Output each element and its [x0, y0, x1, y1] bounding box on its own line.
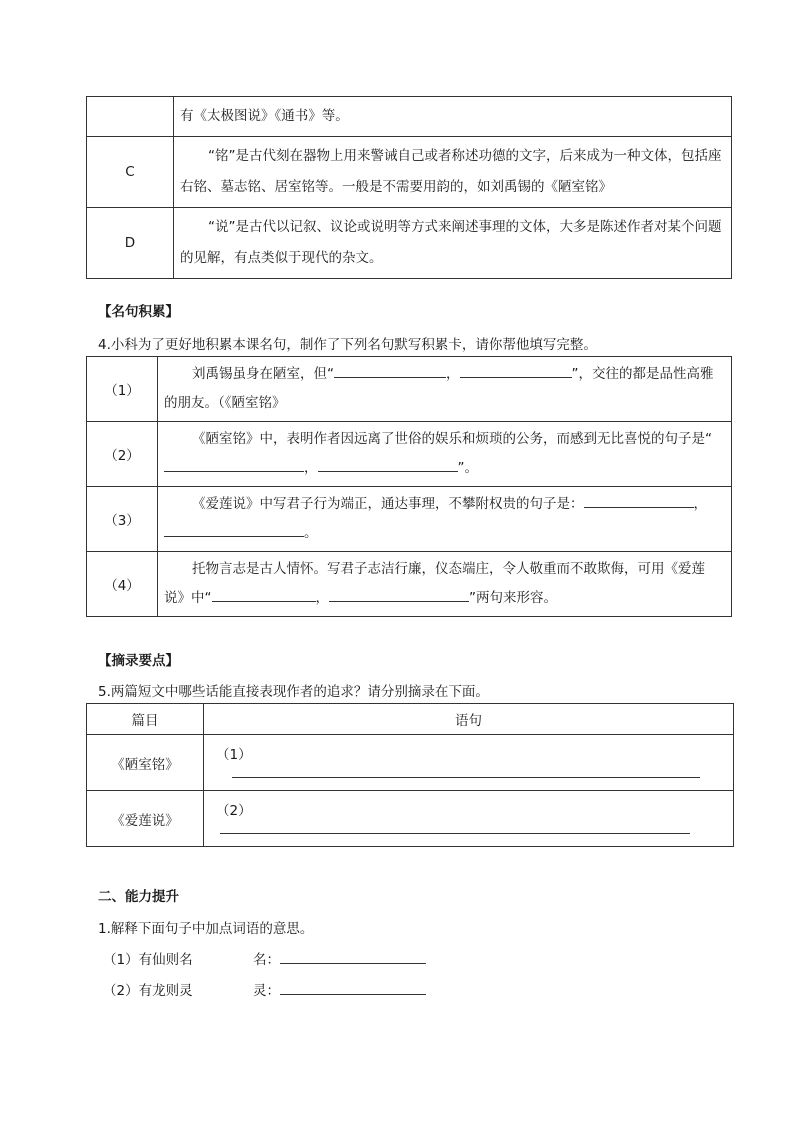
- question-ability-1: 1.解释下面句子中加点词语的意思。: [98, 921, 314, 937]
- answer-blank[interactable]: [329, 587, 469, 602]
- answer-blank[interactable]: [212, 587, 316, 602]
- row-title-1: 《陋室铭》: [87, 735, 204, 791]
- option-text-d: [174, 208, 732, 279]
- answer-blank[interactable]: [280, 980, 426, 995]
- section-heading-mingju: 【名句积累】: [98, 304, 179, 320]
- card-4-after: ”两句来形容。: [469, 590, 557, 606]
- options-table: [86, 96, 732, 279]
- option-text: 有《太极图说》《通书》等。: [174, 97, 732, 137]
- card-4-sep: ，: [315, 590, 329, 606]
- vocab-word-2: 灵：: [253, 983, 280, 999]
- answer-blank[interactable]: [460, 363, 572, 378]
- answer-blank[interactable]: [164, 457, 304, 472]
- card-text-2: [158, 422, 732, 487]
- card-2-sep: ，: [304, 460, 318, 476]
- vocab-sentence-1: 有仙则名: [138, 952, 193, 968]
- option-label-cell: [87, 97, 174, 137]
- card-label-1: （1）: [87, 357, 158, 422]
- header-title-col: 篇目: [87, 704, 204, 735]
- option-label-c: C: [87, 137, 174, 208]
- question-5: 5.两篇短文中哪些话能直接表现作者的追求？请分别摘录在下面。: [98, 684, 489, 700]
- mingju-table: [86, 356, 732, 617]
- card-3-before: 《爱莲说》中写君子行为端正，通达事理，不攀附权贵的句子是：: [192, 496, 584, 512]
- card-1-after: ”，交往的都是品性高雅的朋友。（《陋室铭》: [164, 366, 714, 411]
- card-text-3: [158, 487, 732, 552]
- vocab-answer-2: [253, 979, 426, 999]
- card-2-after: ”。: [457, 460, 478, 476]
- vocab-num-1: （1）: [103, 952, 139, 968]
- option-label-d: D: [87, 208, 174, 279]
- vocab-word-1: 名：: [253, 952, 280, 968]
- question-4: 4.小科为了更好地积累本课名句，制作了下列名句默写积累卡，请你帮他填写完整。: [98, 337, 597, 353]
- card-text-4: [158, 552, 732, 617]
- vocab-item-1: [103, 948, 193, 968]
- option-text-d-content: “说”是古代以记叙、议论或说明等方式来阐述事理的文体，大多是陈述作者对某个问题的见解，有点类似于现代的杂文。: [180, 219, 722, 266]
- option-text-c: [174, 137, 732, 208]
- vocab-sentence-2: 有龙则灵: [138, 983, 193, 999]
- answer-blank[interactable]: [164, 522, 304, 537]
- vocab-answer-1: [253, 948, 426, 968]
- answer-blank[interactable]: [232, 763, 700, 778]
- answer-blank[interactable]: [584, 493, 694, 508]
- option-text-c-content: “铭”是古代刻在器物上用来警诫自己或者称述功德的文字，后来成为一种文体，包括座右铭、墓志铭、居室铭等。一般是不需要用韵的，如刘禹锡的《陋室铭》: [180, 148, 722, 195]
- card-2-before: 《陋室铭》中，表明作者因远离了世俗的娱乐和烦琐的公务，而感到无比喜悦的句子是“: [192, 431, 712, 447]
- row-num-2: （2）: [216, 803, 252, 819]
- vocab-item-2: [103, 979, 193, 999]
- section-heading-ability: 二、能力提升: [98, 889, 179, 905]
- card-3-sep: ，: [693, 496, 707, 512]
- header-sentence-col: 语句: [204, 704, 734, 735]
- row-num-1: （1）: [216, 747, 252, 763]
- card-text-1: [158, 357, 732, 422]
- row-sentence-2: [204, 791, 734, 847]
- answer-blank[interactable]: [318, 457, 458, 472]
- card-1-sep: ，: [446, 366, 460, 382]
- answer-blank[interactable]: [280, 949, 426, 964]
- card-label-4: （4）: [87, 552, 158, 617]
- answer-blank[interactable]: [334, 363, 446, 378]
- card-label-2: （2）: [87, 422, 158, 487]
- card-4-before: 托物言志是古人情怀。写君子志洁行廉，仪态端庄，令人敬重而不敢欺侮，可用《爱莲说》中“: [164, 561, 705, 606]
- card-1-before: 刘禹锡虽身在陋室，但“: [192, 366, 334, 382]
- section-heading-zhailu: 【摘录要点】: [98, 653, 179, 669]
- row-sentence-1: [204, 735, 734, 791]
- answer-blank[interactable]: [220, 819, 690, 834]
- card-label-3: （3）: [87, 487, 158, 552]
- row-title-2: 《爱莲说》: [87, 791, 204, 847]
- card-3-after: 。: [304, 525, 318, 541]
- zhailu-table: [86, 703, 734, 847]
- vocab-num-2: （2）: [103, 983, 139, 999]
